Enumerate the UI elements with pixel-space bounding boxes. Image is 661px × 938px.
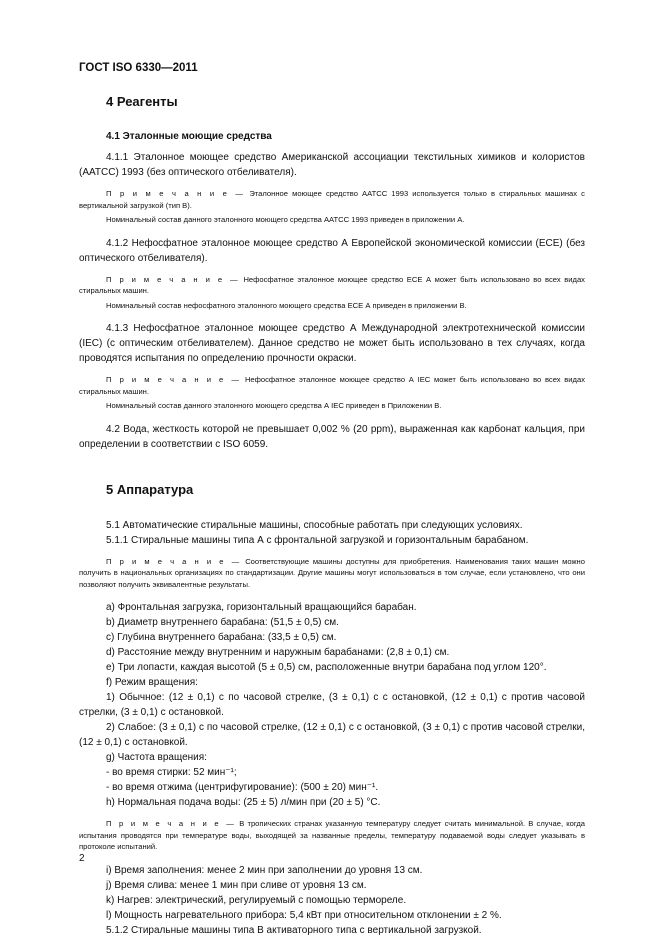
list-item: l) Мощность нагревательного прибора: 5,4 кВт при относительном отклонении ± 2 %. (106, 909, 502, 921)
page-number: 2 (79, 853, 85, 864)
paragraph-4-1-3: 4.1.3 Нефосфатное эталонное моющее средство А Международной электротехнической комиссии (IEC) (с оптическим отбеливателем). Данное средство не может быть использовано в тех случаях, когда проводятся испытания по определению прочности окраски. (79, 323, 585, 364)
note-text: Нефосфатное эталонное моющее средство А IEC может быть использовано во всех видах стиральных машин. (79, 375, 585, 396)
paragraph-4-1-1: 4.1.1 Эталонное моющее средство Американской ассоциации текстильных химиков и колористов (ААТСС) 1993 (без оптического отбеливателя). (79, 152, 585, 178)
list-item: 1) Обычное: (12 ± 0,1) с по часовой стрелке, (3 ± 0,1) с с остановкой, (12 ± 0,1) с против часовой стрелки, (3 ± 0,1) с остановкой. (79, 692, 585, 718)
note-5-1-1 (79, 556, 585, 591)
list-item: i) Время заполнения: менее 2 мин при заполнении до уровня 13 см. (106, 864, 423, 876)
list-item: b) Диаметр внутреннего барабана: (51,5 ± 0,5) см. (106, 617, 339, 628)
list-item: 2) Слабое: (3 ± 0,1) с по часовой стрелке, (12 ± 0,1) с с остановкой, (3 ± 0,1) с против часовой стрелки, (12 ± 0,1) с остановкой. (79, 722, 585, 748)
list-item: f) Режим вращения: (106, 677, 198, 688)
note-text: Соответствующие машины доступны для приобретения. Наименования таких машин можно получить в национальных организациях по стандартизации. Другие машины могут использоваться в том случае, если установлено, что они позволяют получить эквивалентные результаты. (79, 556, 585, 589)
list-item: 5.1.2 Стиральные машины типа В активаторного типа с вертикальной загрузкой. (106, 924, 482, 936)
paragraph-4-2: 4.2 Вода, жесткость которой не превышает 0,002 % (20 ppm), выраженная как карбонат кальция, при определении в соответствии с ISO 6059. (79, 423, 585, 450)
conditions-list-a (79, 600, 585, 810)
note-label: П р и м е ч а н и е — (106, 556, 242, 566)
list-item: - во время стирки: 52 мин⁻¹; (106, 767, 237, 778)
document-header: ГОСТ ISO 6330—2011 (79, 62, 198, 74)
list-item: h) Нормальная подача воды: (25 ± 5) л/мин при (20 ± 5) °С. (106, 797, 381, 808)
list-item: с) Глубина внутреннего барабана: (33,5 ± 0,5) см. (106, 632, 337, 643)
list-item: g) Частота вращения: (106, 752, 207, 763)
list-item: d) Расстояние между внутренним и наружным барабанами: (2,8 ± 0,1) см. (106, 647, 450, 658)
note-label: П р и м е ч а н и е — (106, 375, 242, 384)
note-4-1-2-composition: Номинальный состав нефосфатного эталонного моющего средства ЕСЕ А приведен в приложении В. (106, 300, 467, 310)
list-item: j) Время слива: менее 1 мин при сливе от уровня 13 см. (106, 879, 367, 891)
document-body (79, 86, 585, 938)
section-4-heading: 4 Реагенты (106, 94, 178, 109)
note-text: Эталонное моющее средство ААТСС 1993 используется только в стиральных машинах с вертикальной загрузкой (тип В). (79, 189, 585, 210)
note-text: В тропических странах указанную температуру следует считать минимальной. В случае, когда испытания проводятся при температуре воды, выходящей за названные пределы, температуру подаваемой воды следует указывать в протоколе испытаний. (79, 819, 585, 851)
paragraph-4-1-2: 4.1.2 Нефосфатное эталонное моющее средство А Европейской экономической комиссии (ЕСЕ) (без оптического отбеливателя). (79, 237, 585, 264)
subsection-4-1-heading: 4.1 Эталонные моющие средства (106, 131, 272, 142)
list-item: - во время отжима (центрифугирование): (500 ± 20) мин⁻¹. (106, 782, 379, 793)
note-label: П р и м е ч а н и е — (106, 274, 240, 284)
note-text: Нефосфатное эталонное моющее средство ЕСЕ А может быть использовано во всех видах стиральных машин. (79, 274, 585, 295)
note-label: П р и м е ч а н и е — (106, 819, 236, 828)
note-4-1-3 (79, 374, 585, 397)
paragraph-5-1-1: 5.1.1 Стиральные машины типа А с фронтальной загрузкой и горизонтальным барабаном. (106, 534, 529, 546)
note-4-1-1-composition: Номинальный состав данного эталонного моющего средства ААТСС 1993 приведен в приложении А. (106, 215, 465, 224)
list-item: а) Фронтальная загрузка, горизонтальный вращающийся барабан. (106, 602, 417, 613)
conditions-list-b (79, 863, 585, 938)
note-4-1-3-composition: Номинальный состав данного эталонного моющего средства А IEC приведен в Приложении В. (106, 401, 442, 410)
list-item: e) Три лопасти, каждая высотой (5 ± 0,5) см, расположенные внутри барабана под углом 120°. (106, 662, 547, 673)
paragraph-5-1: 5.1 Автоматические стиральные машины, способные работать при следующих условиях. (106, 519, 523, 531)
list-item: k) Нагрев: электрический, регулируемый с помощью термореле. (106, 894, 407, 906)
note-4-1-2 (79, 274, 585, 297)
section-5-heading: 5 Аппаратура (106, 481, 194, 497)
note-temperature (79, 818, 585, 853)
note-4-1-1 (79, 188, 585, 211)
note-label: П р и м е ч а н и е — (106, 189, 246, 198)
